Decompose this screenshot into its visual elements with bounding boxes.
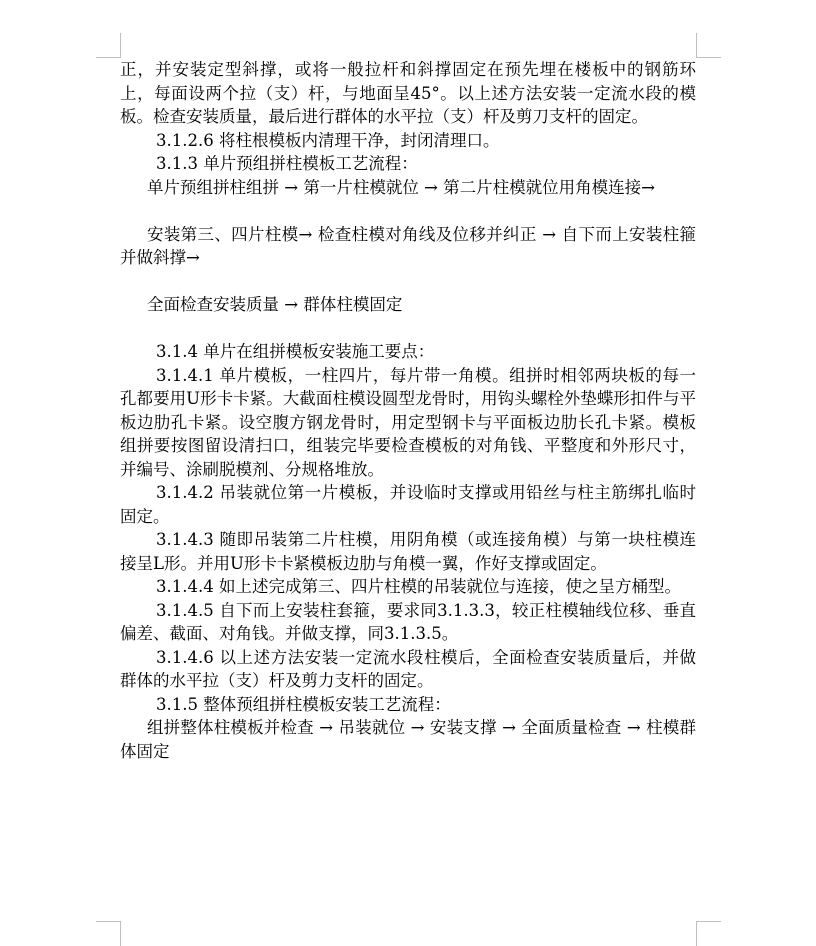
section-3-1-4-3: 3.1.4.3 随即吊装第二片柱模，用阴角模（或连接角模）与第一块柱模连接呈L形。并用U形卡卡紧模板边肋与角模一翼，作好支撑或固定。 [120, 530, 696, 573]
flow-step-line-3: 全面检查安装质量 → 群体柱模固定 [147, 295, 403, 314]
blank-line [120, 199, 696, 223]
page-corner-bottom-right [696, 921, 721, 946]
blank-line [120, 270, 696, 294]
page-corner-top-right [696, 33, 721, 58]
flow-step-line-4: 组拼整体柱模板并检查 → 吊装就位 → 安装支撑 → 全面质量检查 → 柱模群体固定 [120, 718, 696, 761]
flow-step-line-1: 单片预组拼柱组拼 → 第一片柱模就位 → 第二片柱模就位用角模连接→ [147, 177, 655, 197]
section-3-1-3-heading: 3.1.3 单片预组拼柱模板工艺流程： [156, 154, 418, 173]
page-corner-bottom-left [96, 921, 121, 946]
section-3-1-4-1: 3.1.4.1 单片模板，一柱四片，每片带一角模。组拼时相邻两块板的每一孔都要用U形卡卡紧。大截面柱模设圆型龙骨时，用钩头螺栓外垫蝶形扣件与平板边肋孔卡紧。设空腹方钢龙骨时，用定型钢卡与平面板边肋长孔卡紧。模板组拼要按图留设清扫口，组装完毕要检查模板的对角钱、平整度和外形尺寸，并编号、涂刷脱模剂、分规格堆放。 [120, 365, 696, 479]
section-3-1-4-6: 3.1.4.6 以上述方法安装一定流水段柱模后，全面检查安装质量后，并做群体的水平拉（支）杆及剪力支杆的固定。 [120, 647, 696, 690]
section-3-1-4-5: 3.1.4.5 自下而上安装柱套箍，要求同3.1.3.3，较正柱模轴线位移、垂直偏差、截面、对角钱。并做支撑，同3.1.3.5。 [120, 600, 696, 643]
section-3-1-2-6: 3.1.2.6 将柱根模板内清理干净，封闭清理口。 [156, 130, 500, 150]
document-body [120, 58, 696, 763]
paragraph: 正，并安装定型斜撑，或将一般拉杆和斜撑固定在预先埋在楼板中的钢筋环上，每面设两个拉（支）杆，与地面呈45°。以上述方法安装一定流水段的模板。检查安装质量，最后进行群体的水平拉（支）杆及剪刀支杆的固定。 [120, 60, 696, 126]
page-corner-top-left [96, 33, 121, 58]
section-3-1-4-4: 3.1.4.4 如上述完成第三、四片柱模的吊装就位与连接，使之呈方桶型。 [156, 577, 681, 596]
section-3-1-5-heading: 3.1.5 整体预组拼柱模板安装工艺流程： [156, 694, 451, 714]
section-3-1-4-2: 3.1.4.2 吊装就位第一片模板，并设临时支撑或用铅丝与柱主筋绑扎临时固定。 [120, 483, 696, 526]
flow-step-line-2: 安装第三、四片柱模→ 检查柱模对角线及位移并纠正 → 自下而上安装柱箍并做斜撑→ [120, 224, 696, 267]
section-3-1-4-heading: 3.1.4 单片在组拼模板安装施工要点： [156, 342, 435, 361]
blank-line [120, 317, 696, 341]
